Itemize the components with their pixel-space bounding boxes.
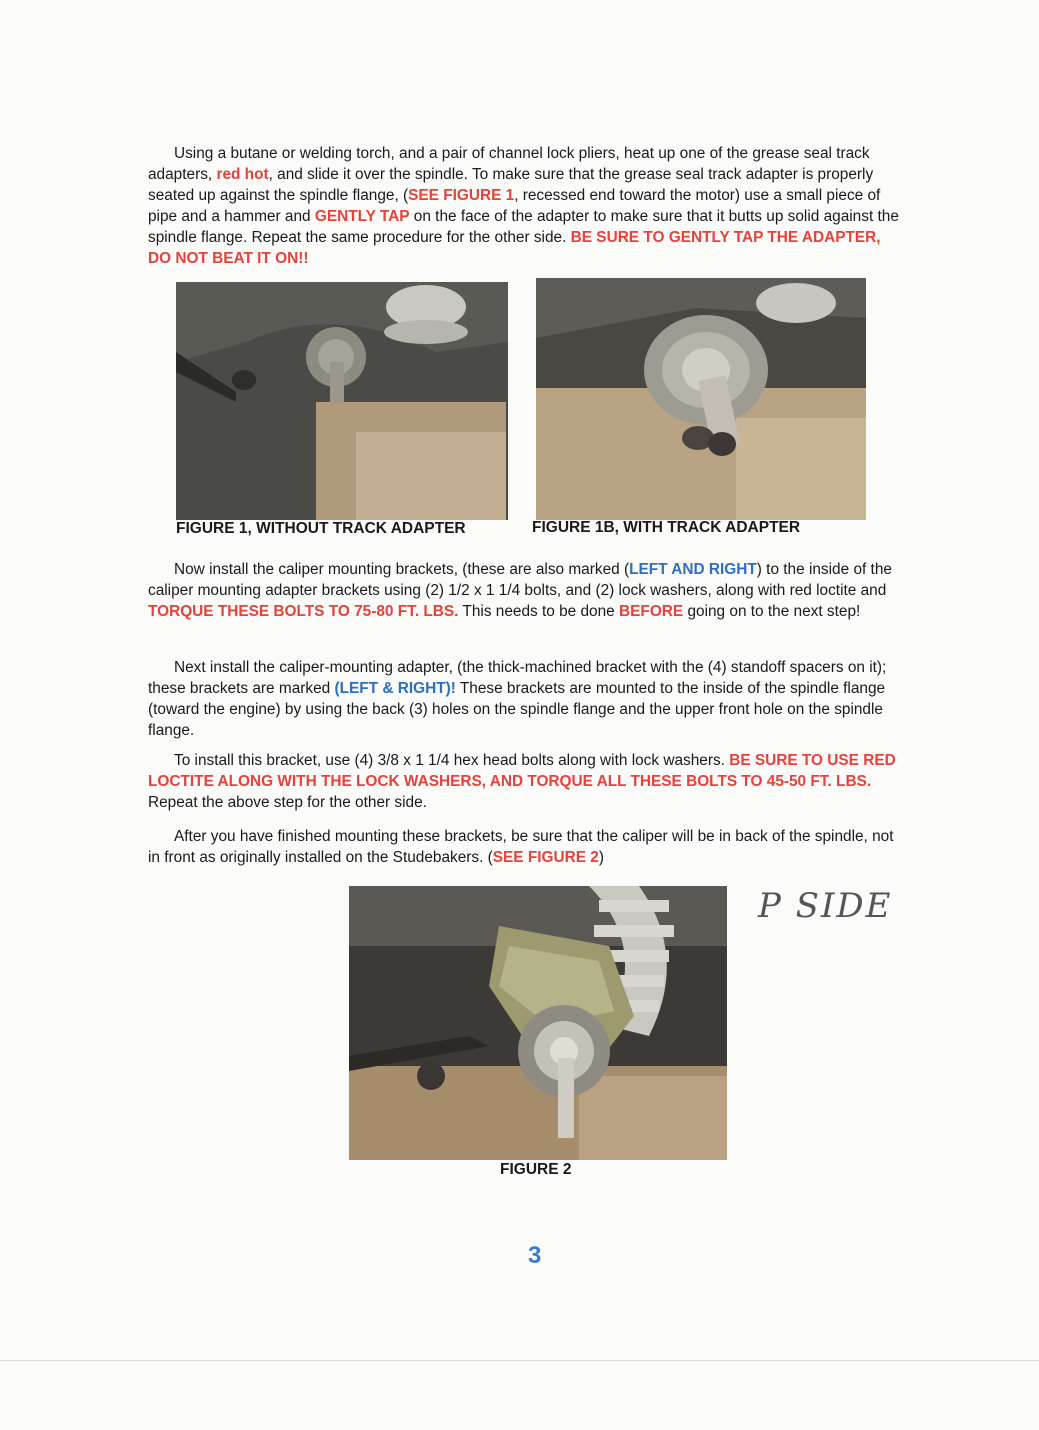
paragraph-install-bracket: To install this bracket, use (4) 3/8 x 1 1/4 hex head bolts along with lock washers. BE SURE TO USE RED LOCTITE ALONG WITH THE LOCK WASHERS, AND TORQUE ALL THESE BOLTS TO 45-50 FT. LBS. Repeat the above step for the other side. (148, 752, 896, 811)
paragraph-grease-seal: Using a butane or welding torch, and a pair of channel lock pliers, heat up one of the grease seal track adapters, red hot, and slide it over the spindle. To make sure that the grease seal track adapter is properly seated up against the spindle flange, (SEE FIGURE 1, recessed end toward the motor) use a small piece of pipe and a hammer and GENTLY TAP on the face of the adapter to make sure that it butts up solid against the spindle flange. Repeat the same procedure for the other side. BE SURE TO GENTLY TAP THE ADAPTER, DO NOT BEAT IT ON!! (148, 145, 899, 267)
figure-1-caption: FIGURE 1, WITHOUT TRACK ADAPTER (176, 520, 466, 537)
paragraph-caliper-position: After you have finished mounting these brackets, be sure that the caliper will be in back of the spindle, not in front as originally installed on the Studebakers. (SEE FIGURE 2) (148, 828, 894, 866)
figure-2-caption: FIGURE 2 (500, 1161, 572, 1178)
scan-edge-line (0, 1360, 1039, 1361)
figure-1-photo (176, 282, 508, 520)
paragraph-caliper-adapter: Next install the caliper-mounting adapter, (the thick-machined bracket with the (4) standoff spacers on it); these brackets are marked (LEFT & RIGHT)! These brackets are mounted to the inside of the spindle flange (toward the engine) by using the back (3) holes on the spindle flange and the upper front hole on the spindle flange. (148, 659, 887, 739)
handwritten-note: P SIDE (758, 886, 893, 926)
figure-1b-caption: FIGURE 1B, WITH TRACK ADAPTER (532, 519, 801, 536)
figure-2-photo (349, 886, 727, 1160)
paragraph-caliper-brackets: Now install the caliper mounting brackets, (these are also marked (LEFT AND RIGHT) to the inside of the caliper mounting adapter brackets using (2) 1/2 x 1 1/4 bolts, and (2) lock washers, along with red loctite and TORQUE THESE BOLTS TO 75-80 FT. LBS. This needs to be done BEFORE going on to the next step! (148, 561, 892, 620)
page-number: 3 (528, 1242, 542, 1269)
figure-1b-photo (536, 278, 866, 520)
